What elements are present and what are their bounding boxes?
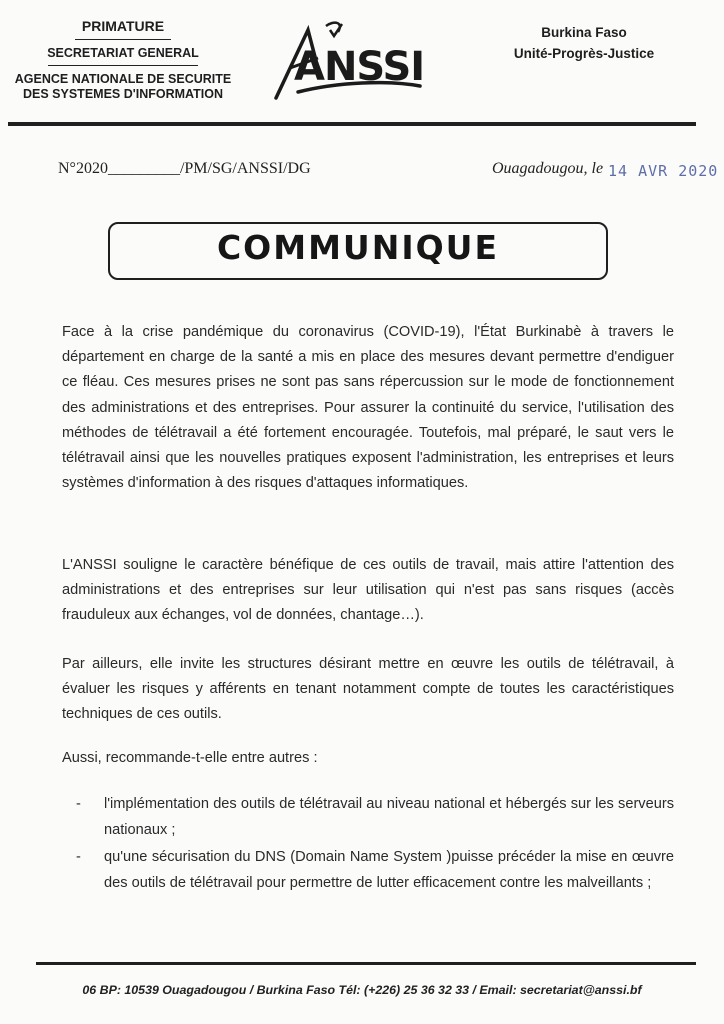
page-title: COMMUNIQUE <box>216 228 500 267</box>
header-country-block <box>484 22 684 64</box>
country-name: Burkina Faso <box>541 25 627 40</box>
national-motto: Unité-Progrès-Justice <box>513 46 655 61</box>
anssi-logo <box>268 18 428 108</box>
primature-label: PRIMATURE <box>81 18 165 34</box>
recommendations-list <box>62 792 674 898</box>
place-date-label: Ouagadougou, le <box>492 160 604 177</box>
footer-contact: 06 BP: 10539 Ouagadougou / Burkina Faso Tél: (+226) 25 36 32 33 / Email: secretariat@anssi.bf <box>82 983 642 997</box>
bullet-dash-icon: - <box>76 849 81 865</box>
list-item <box>62 845 674 896</box>
list-item <box>62 792 674 843</box>
list-item-text: l'implémentation des outils de télétravail au niveau national et hébergés sur les serveurs nationaux ; <box>104 796 674 838</box>
reference-number: N°2020_________/PM/SG/ANSSI/DG <box>58 160 311 177</box>
secretariat-label: SECRETARIAT GENERAL <box>47 46 199 60</box>
footer-rule <box>36 962 696 965</box>
bullet-dash-icon: - <box>76 796 81 812</box>
header-administration-block <box>0 18 246 102</box>
list-item-text: qu'une sécurisation du DNS (Domain Name System )puisse précéder la mise en œuvre des outils de télétravail pour permettre de lutter efficacement contre les malveillants ; <box>104 849 674 891</box>
paragraph-recommendations-intro: Aussi, recommande-t-elle entre autres : <box>62 750 318 766</box>
header-divider-2 <box>48 65 198 66</box>
paragraph-invitation: Par ailleurs, elle invite les structures désirant mettre en œuvre les outils de télétravail, à évaluer les risques y afférents en tenant notamment compte de toutes les caractéristiques techniques de ces outils. <box>62 656 674 723</box>
header-rule <box>8 122 696 126</box>
paragraph-anssi-warning: L'ANSSI souligne le caractère bénéfique de ces outils de travail, mais attire l'attention des administrations et des entreprises sur leur utilisation qui n'est pas sans risques (accès frauduleux aux échanges, vol de données, chantage…). <box>62 557 674 624</box>
header-divider <box>75 39 171 40</box>
agency-name-line1: AGENCE NATIONALE DE SECURITE <box>14 72 232 86</box>
paragraph-context: Face à la crise pandémique du coronavirus (COVID-19), l'État Burkinabè à travers le département en charge de la santé a mis en place des mesures devant permettre d'endiguer ce fléau. Ces mesures prises ne sont pas sans répercussion sur le mode de fonctionnement des administrations et des entreprises. Pour assurer la continuité du service, l'utilisation des méthodes de télétravail a été fortement encouragée. Toutefois, mal préparé, le saut vers le télétravail ainsi que les nouvelles pratiques exposent l'administration, les entreprises et leurs systèmes d'information à des risques d'attaques informatiques. <box>62 324 674 492</box>
logo-wordmark: ANSSI <box>294 44 425 90</box>
agency-name-line2: DES SYSTEMES D'INFORMATION <box>23 87 223 101</box>
date-stamp: 14 AVR 2020 <box>608 162 719 180</box>
